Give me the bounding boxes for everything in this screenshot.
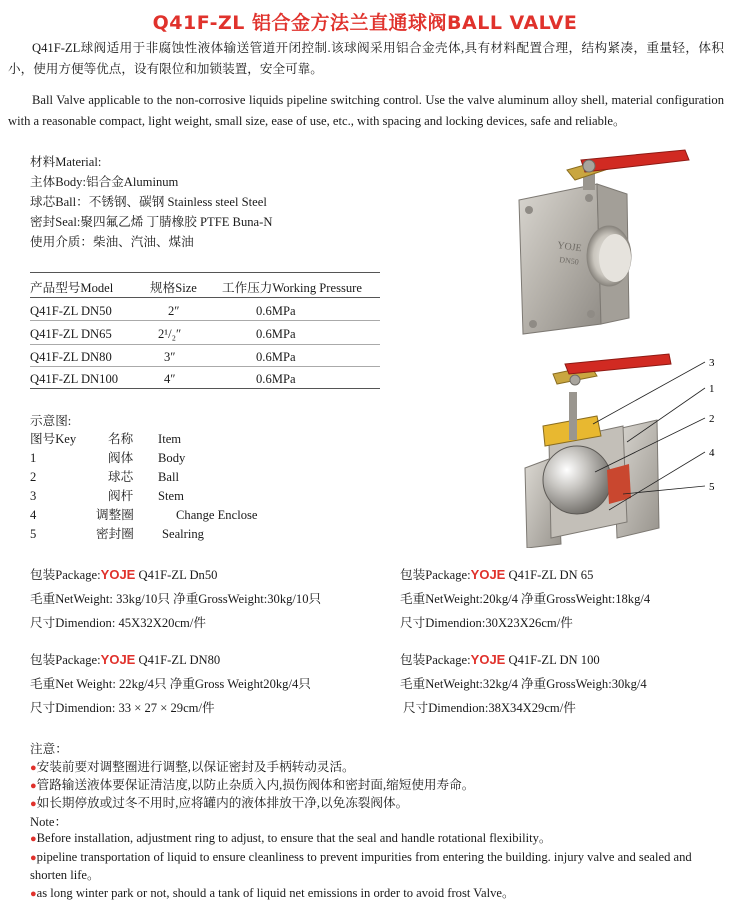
spec-cell: 0.6MPa	[256, 372, 296, 386]
note-en-2	[30, 849, 692, 866]
note-text: 安装前要对调整圈进行调整,以保证密封及手柄转动灵活。	[36, 760, 355, 774]
spec-cell: 4″	[164, 372, 176, 386]
key-cn: 球芯	[108, 470, 134, 484]
note-text: 如长期停放或过冬不用时,应将罐内的液体排放干净,以免冻裂阀体。	[36, 796, 409, 810]
note-cn-1	[30, 759, 355, 776]
valve-photo	[505, 148, 695, 336]
package-2-line	[400, 567, 593, 583]
table-header-rule	[30, 297, 380, 298]
key-heading: 示意图:	[30, 414, 72, 428]
callout-4: 4	[709, 447, 715, 459]
package-4-weight: 毛重NetWeight:32kg/4 净重GrossWeigh:30kg/4	[400, 677, 647, 691]
note-text: pipeline transportation of liquid to ensure cleanliness to prevent impurities from entering the building. injury valve and sealed and	[36, 850, 692, 864]
intro-en-text: Ball Valve applicable to the non-corrosive liquids pipeline switching control. Use the valve aluminum alloy shell, material configuration with a reasonable compact, light weight, small size, ease of use, etc., with spacing and locking devices, safe and reliable。	[8, 93, 724, 128]
material-ball: 球芯Ball：不锈钢、碳钢 Stainless steel Steel	[30, 195, 267, 209]
table-row-rule	[30, 344, 380, 345]
brand-mark: YOJE	[470, 567, 506, 582]
package-2-weight: 毛重NetWeight:20kg/4 净重GrossWeight:18kg/4	[400, 592, 651, 606]
brand-mark: YOJE	[470, 652, 506, 667]
package-label: 包装Package:	[30, 653, 101, 667]
key-num: 2	[30, 470, 37, 484]
key-header-item: Item	[158, 432, 182, 446]
note-cn-3	[30, 795, 408, 812]
spec-cell: 0.6MPa	[256, 350, 296, 364]
notes-heading-en: Note：	[30, 815, 68, 829]
table-bottom-rule	[30, 388, 380, 389]
notes-heading-cn: 注意：	[30, 742, 68, 756]
package-3-dim: 尺寸Dimendion: 33 × 27 × 29cm/件	[30, 701, 215, 715]
table-top-rule	[30, 272, 380, 273]
key-en: Body	[158, 451, 186, 465]
spec-cell: Q41F-ZL DN80	[30, 350, 112, 364]
package-1-line	[30, 567, 217, 583]
package-3-line	[30, 652, 220, 668]
bullet-icon: ●	[30, 762, 37, 774]
material-heading: 材料Material:	[30, 155, 102, 169]
bullet-icon: ●	[30, 888, 37, 900]
table-row-rule	[30, 366, 380, 367]
package-model: Q41F-ZL DN 100	[505, 653, 600, 667]
key-cn: 调整圈	[96, 508, 134, 522]
spec-header-pressure: 工作压力Working Pressure	[222, 281, 362, 295]
package-1-dim: 尺寸Dimendion: 45X32X20cm/件	[30, 616, 206, 630]
spec-cell: Q41F-ZL DN65	[30, 327, 112, 341]
key-num: 4	[30, 508, 37, 522]
spec-cell: Q41F-ZL DN100	[30, 372, 119, 386]
key-en: Stem	[158, 489, 184, 503]
package-4-dim: 尺寸Dimendion:38X34X29cm/件	[403, 701, 576, 715]
note-text: as long winter park or not, should a tank of liquid net emissions in order to avoid frost Valve。	[36, 886, 515, 900]
key-cn: 阀体	[108, 451, 134, 465]
photo-marking-size: DN50	[558, 255, 580, 267]
page-title: Q41F-ZL 铝合金方法兰直通球阀BALL VALVE	[152, 12, 578, 34]
note-cn-2	[30, 777, 474, 794]
key-num: 1	[30, 451, 37, 465]
key-cn: 阀杆	[108, 489, 134, 503]
brand-mark: YOJE	[100, 567, 136, 582]
spec-header-size: 规格Size	[150, 281, 197, 295]
key-en: Sealring	[162, 527, 204, 541]
key-cn: 密封圈	[96, 527, 134, 541]
callout-2: 2	[709, 413, 715, 425]
note-en-1	[30, 830, 551, 847]
callout-3: 3	[709, 357, 715, 369]
material-body: 主体Body:铝合金Aluminum	[30, 175, 179, 189]
spec-cell: 2¹/₂″	[158, 327, 182, 341]
photo-marking-brand: YOJE	[556, 240, 583, 255]
package-2-dim: 尺寸Dimendion:30X23X26cm/件	[400, 616, 573, 630]
package-3-weight: 毛重Net Weight: 22kg/4只 净重Gross Weight20kg/4只	[30, 677, 311, 691]
spec-cell: 0.6MPa	[256, 327, 296, 341]
spec-cell: 0.6MPa	[256, 304, 296, 318]
note-en-2-cont: shorten life。	[30, 868, 100, 882]
key-num: 3	[30, 489, 37, 503]
spec-cell: 3″	[164, 350, 176, 364]
intro-cn	[8, 38, 724, 80]
package-label: 包装Package:	[30, 568, 101, 582]
intro-en	[8, 90, 724, 132]
callout-5: 5	[709, 481, 715, 493]
bullet-icon: ●	[30, 833, 37, 845]
material-media: 使用介质：柴油、汽油、煤油	[30, 235, 194, 249]
package-label: 包装Package:	[400, 568, 471, 582]
callout-1: 1	[709, 383, 715, 395]
package-model: Q41F-ZL DN 65	[505, 568, 594, 582]
key-en: Ball	[158, 470, 179, 484]
note-en-3	[30, 885, 515, 902]
bullet-icon: ●	[30, 852, 37, 864]
package-4-line	[400, 652, 600, 668]
bullet-icon: ●	[30, 798, 37, 810]
bullet-icon: ●	[30, 780, 37, 792]
key-num: 5	[30, 527, 37, 541]
spec-header-model: 产品型号Model	[30, 281, 114, 295]
key-en: Change Enclose	[176, 508, 258, 522]
note-text: Before installation, adjustment ring to adjust, to ensure that the seal and handle rotational flexibility。	[36, 831, 552, 845]
package-model: Q41F-ZL Dn50	[135, 568, 218, 582]
spec-cell: Q41F-ZL DN50	[30, 304, 112, 318]
key-header-key: 图号Key	[30, 432, 77, 446]
material-seal: 密封Seal:聚四氟乙烯 丁腈橡胶 PTFE Buna-N	[30, 215, 273, 229]
key-header-cn: 名称	[108, 432, 134, 446]
package-model: Q41F-ZL DN80	[135, 653, 221, 667]
package-label: 包装Package:	[400, 653, 471, 667]
package-1-weight: 毛重NetWeight: 33kg/10只 净重GrossWeight:30kg/10只	[30, 592, 322, 606]
intro-cn-text: Q41F-ZL球阀适用于非腐蚀性液体输送管道开闭控制.该球阀采用铝合金壳体,具有材料配置合理，结构紧凑，重量轻，体积小，使用方便等优点，设有限位和加锁装置，安全可靠。	[8, 41, 724, 76]
brand-mark: YOJE	[100, 652, 136, 667]
valve-cutaway-diagram	[505, 352, 725, 548]
spec-cell: 2″	[168, 304, 180, 318]
note-text: 管路输送液体要保证清洁度,以防止杂质入内,损伤阀体和密封面,缩短使用寿命。	[36, 778, 475, 792]
table-row-rule	[30, 320, 380, 321]
